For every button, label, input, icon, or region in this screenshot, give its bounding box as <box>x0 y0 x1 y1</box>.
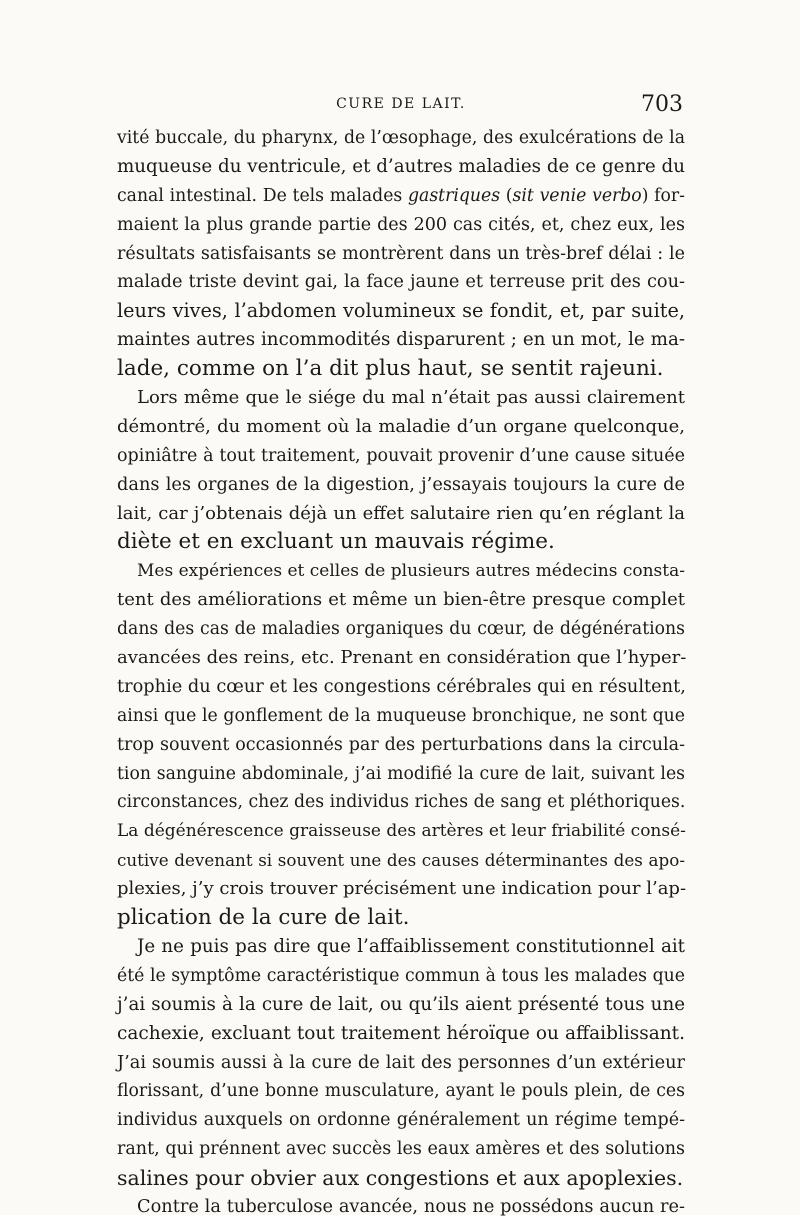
text-line: été le symptôme caractéristique commun à tous les malades que <box>117 965 685 986</box>
paragraph <box>117 1193 685 1222</box>
text-line: leurs vives, l’abdomen volumineux se fondit, et, par suite, <box>117 299 685 323</box>
text-line: ainsi que le gonflement de la muqueuse bronchique, ne sont que <box>117 705 685 726</box>
paragraph <box>117 557 685 933</box>
text-line: tent des améliorations et même un bien-être presque complet <box>117 589 685 611</box>
text-line: cachexie, excluant tout traitement héroïque ou affaiblissant. <box>117 1022 685 1044</box>
text-line: dans les organes de la digestion, j’essayais toujours la cure de <box>117 474 685 495</box>
text-line: Contre la tuberculose avancée, nous ne possédons aucun re- <box>137 1196 685 1217</box>
text-line: florissant, d’une bonne musculature, ayant le pouls plein, de ces <box>117 1081 685 1102</box>
running-head: CURE DE LAIT. <box>336 96 466 112</box>
text-line: Je ne puis pas dire que l’affaiblissement constitutionnel ait <box>137 935 685 957</box>
text-line: canal intestinal. De tels malades gastriques (sit venie verbo) for- <box>117 185 685 206</box>
text-line: maintes autres incommodités disparurent ; en un mot, le ma- <box>117 329 685 351</box>
paragraph <box>117 384 685 557</box>
text-line: lade, comme on l’a dit plus haut, se sentit rajeuni. <box>117 356 664 382</box>
paragraph <box>117 124 685 384</box>
text-line: dans des cas de maladies organiques du cœur, de dégénérations <box>117 619 685 640</box>
text-line: malade triste devint gai, la face jaune et terreuse prit des cou- <box>117 272 685 293</box>
text-line: résultats satisfaisants se montrèrent dans un très-bref délai : le <box>117 243 685 264</box>
text-line: trophie du cœur et les congestions cérébrales qui en résultent, <box>117 676 686 697</box>
text-line: muqueuse du ventricule, et d’autres maladies de ce genre du <box>117 155 685 177</box>
text-line: démontré, du moment où la maladie d’un organe quelconque, <box>117 415 685 437</box>
text-line: plication de la cure de lait. <box>117 905 410 931</box>
text-line: salines pour obvier aux congestions et aux apoplexies. <box>117 1166 684 1191</box>
text-line: Lors même que le siége du mal n’était pas aussi clairement <box>137 387 685 409</box>
text-line: cutive devenant si souvent une des causes déterminantes des apo- <box>117 850 685 871</box>
text-line: circonstances, chez des individus riches de sang et pléthoriques. <box>117 792 686 813</box>
text-line: individus auxquels on ordonne généralement un régime tempé- <box>117 1110 685 1131</box>
paragraph <box>117 933 685 1193</box>
text-line: Mes expériences et celles de plusieurs autres médecins consta- <box>137 561 685 582</box>
text-line: diète et en excluant un mauvais régime. <box>117 529 555 555</box>
text-line: avancées des reins, etc. Prenant en considération que l’hyper- <box>117 647 687 669</box>
page-number: 703 <box>641 92 683 117</box>
text-line: trop souvent occasionnés par des perturbations dans la circula- <box>117 734 685 755</box>
text-line: vité buccale, du pharynx, de l’œsophage, des exulcérations de la <box>117 128 685 148</box>
text-line: maient la plus grande partie des 200 cas cités, et, chez eux, les <box>117 214 685 235</box>
text-line: j’ai soumis à la cure de lait, ou qu’ils aient présenté tous une <box>117 993 685 1015</box>
text-line: lait, car j’obtenais déjà un effet salutaire rien qu’en réglant la <box>117 502 685 524</box>
text-line: plexies, j’y crois trouver précisément une indication pour l’ap- <box>117 878 687 900</box>
text-line: La dégénérescence graisseuse des artères et leur friabilité consé- <box>117 821 686 842</box>
text-line: opiniâtre à tout traitement, pouvait provenir d’une cause située <box>117 445 685 466</box>
body-text <box>117 124 685 1222</box>
text-line: rant, qui prénnent avec succès les eaux amères et des solutions <box>117 1139 685 1160</box>
page-header <box>117 92 685 122</box>
text-line: J’ai soumis aussi à la cure de lait des personnes d’un extérieur <box>117 1052 685 1073</box>
text-line: tion sanguine abdominale, j’ai modifié la cure de lait, suivant les <box>117 763 685 784</box>
